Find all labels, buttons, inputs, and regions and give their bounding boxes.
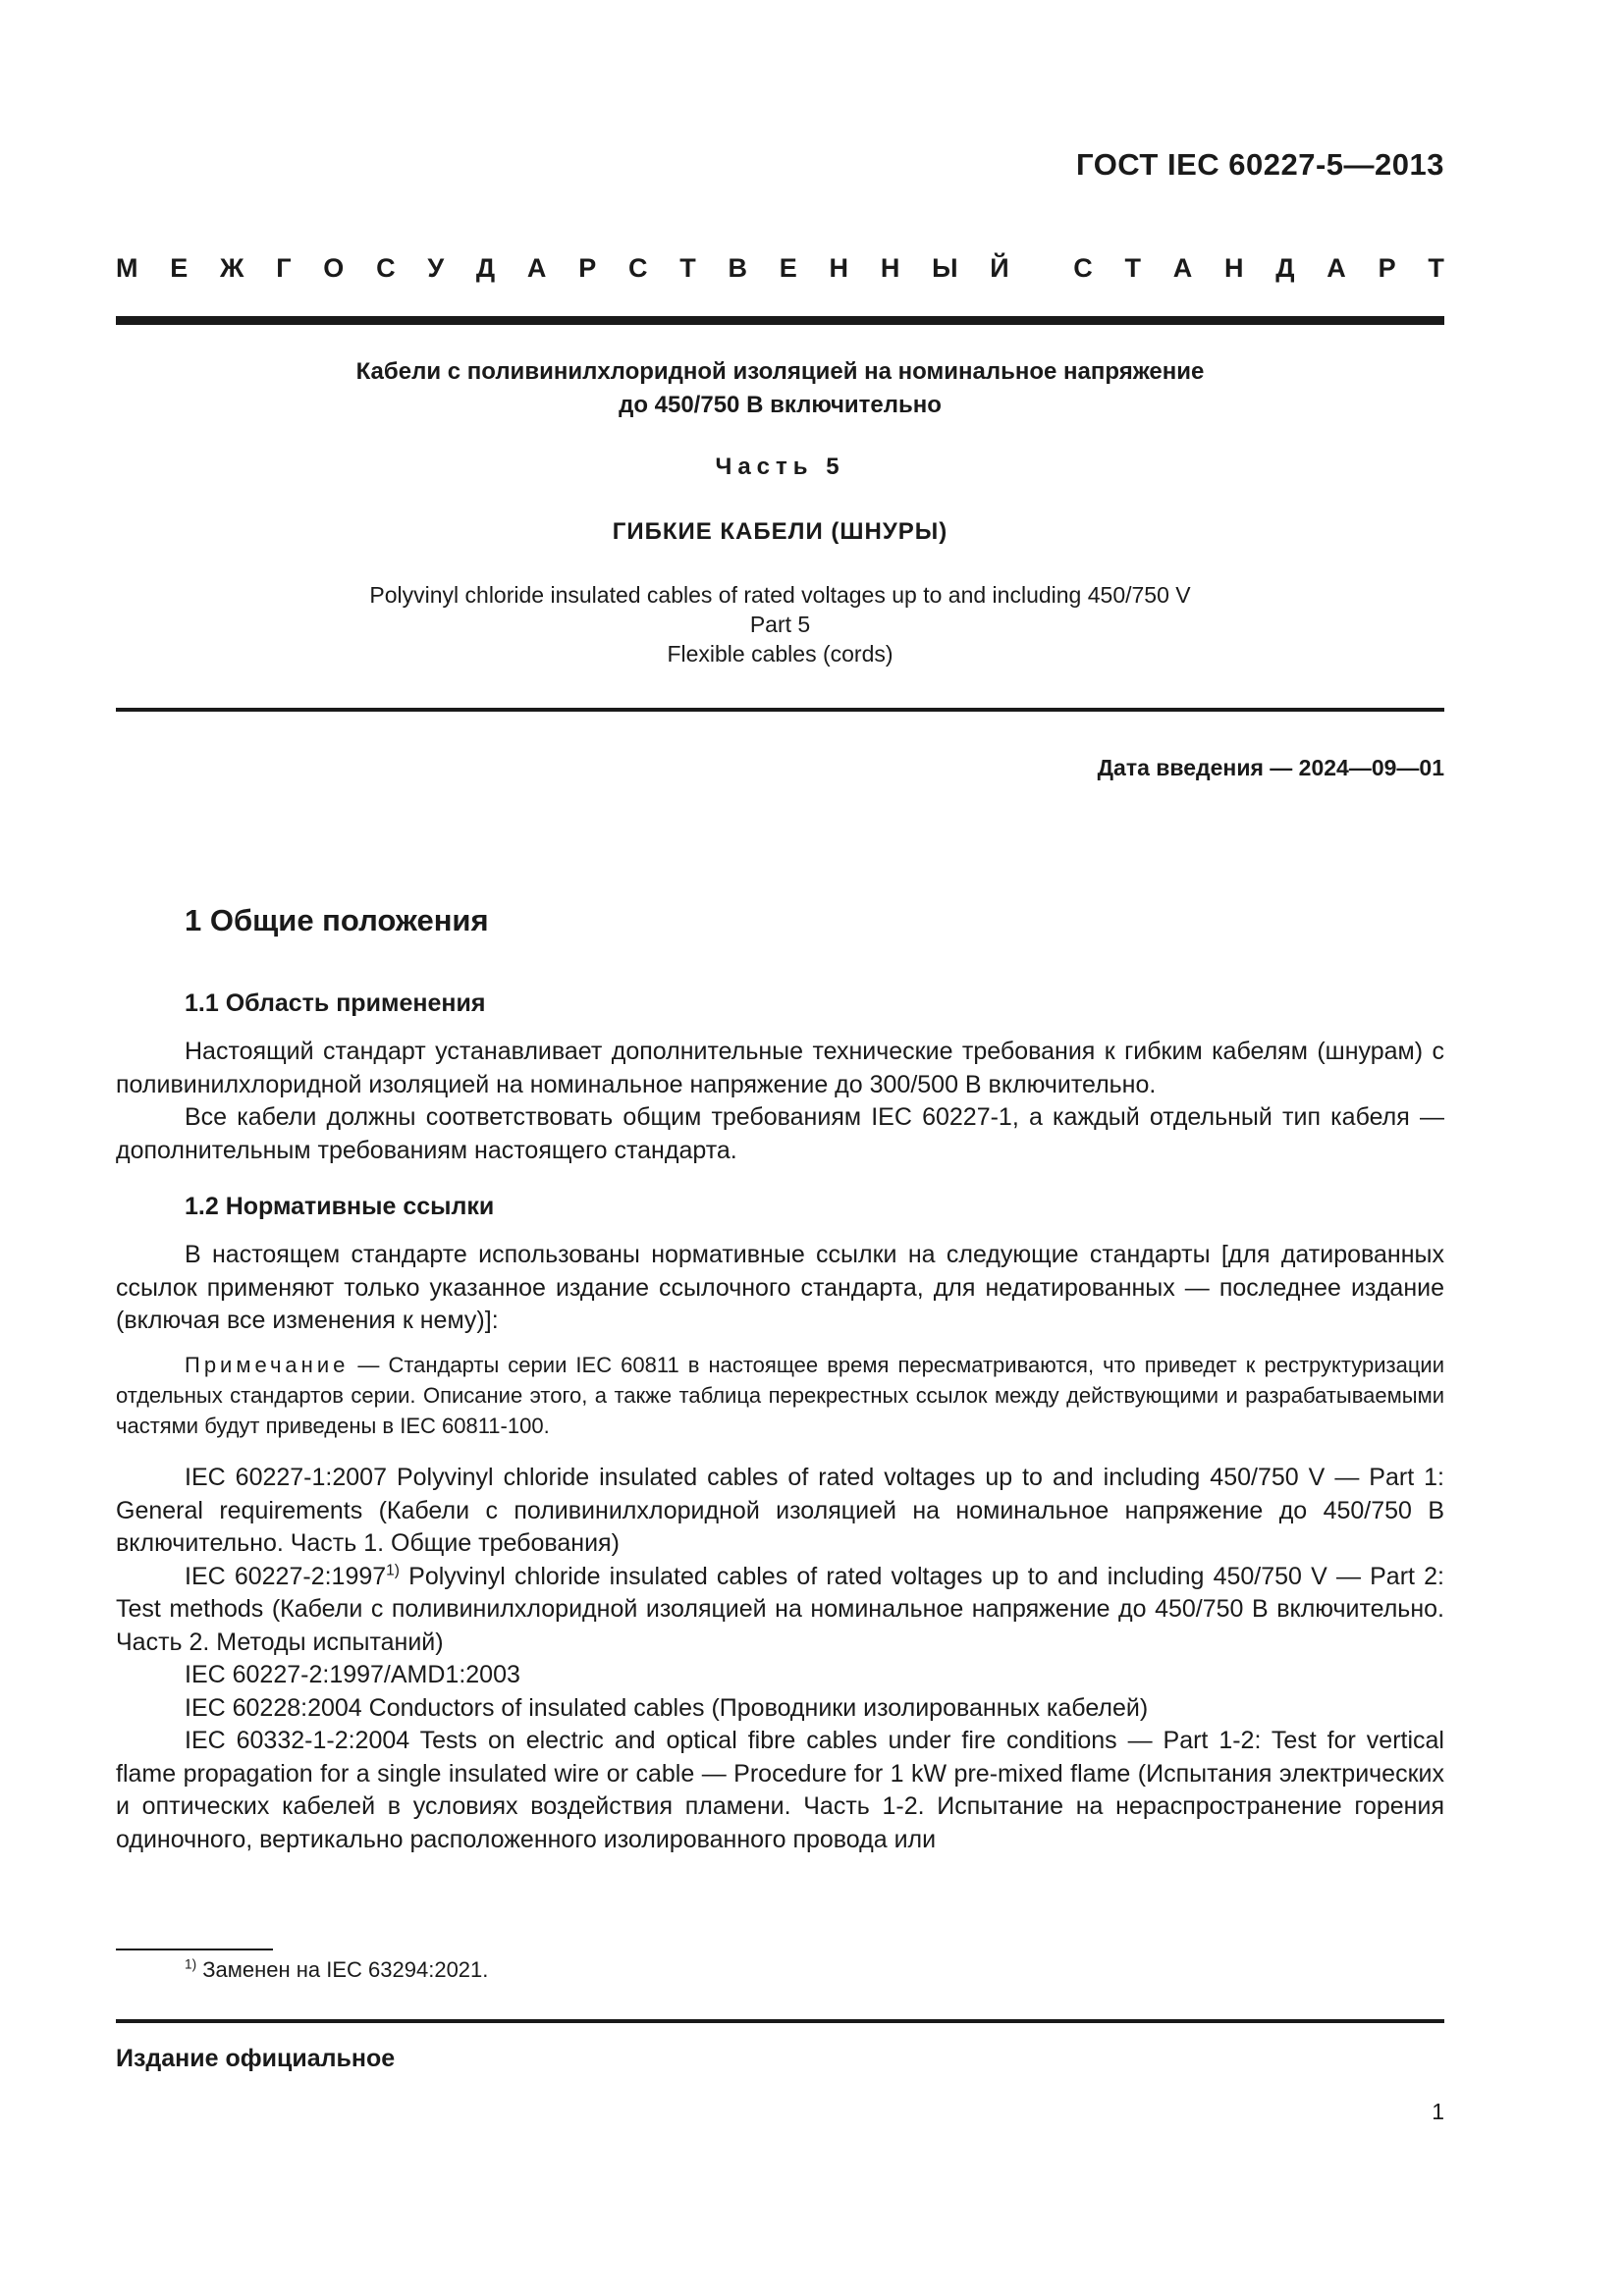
banner-letter: Н	[880, 253, 900, 283]
banner-letter: Н	[1224, 253, 1244, 283]
banner-letter: В	[728, 253, 747, 283]
document-number: ГОСТ IEC 60227-5—2013	[1076, 147, 1444, 182]
footnote	[185, 1957, 488, 1983]
official-edition-label: Издание официальное	[116, 2045, 396, 2072]
reference-item: IEC 60227-1:2007 Polyvinyl chloride insulated cables of rated voltages up to and including 450/750 V — Part 1: General requirements (Кабели с поливинилхлоридной изоляцией на номинальное напряжение до 450/750 В включительно. Часть 1. Общие требования)	[116, 1464, 1444, 1557]
banner-letter: О	[323, 253, 345, 283]
title-en-line1: Polyvinyl chloride insulated cables of rated voltages up to and including 450/750 V	[369, 582, 1191, 608]
title-rule	[116, 708, 1444, 712]
banner-letter: Е	[779, 253, 797, 283]
banner-letter: Н	[829, 253, 849, 283]
reference-item: IEC 60332-1-2:2004 Tests on electric and optical fibre cables under fire conditions — Part 1-2: Test for vertical flame propagation for a single insulated wire or cable — Procedure for 1 kW pre-mixed flame (Испытания электрических и оптических кабелей в условиях воздействия пламени. Часть 1-2. Испытание на нераспространение горения одиночного, вертикально расположенного изолированного провода или	[116, 1727, 1444, 1853]
interstate-standard-banner	[116, 253, 1444, 284]
banner-letter: Ж	[220, 253, 244, 283]
section-1-2-body	[116, 1239, 1444, 1338]
banner-letter: М	[116, 253, 138, 283]
paragraph: Настоящий стандарт устанавливает дополнительные технические требования к гибким кабелям (шнурам) с поливинилхлоридной изоляцией на номинальное напряжение до 300/500 В включительно.	[116, 1038, 1444, 1098]
banner-letter: Т	[679, 253, 696, 283]
banner-letter: Ы	[932, 253, 958, 283]
footer-rule	[116, 2019, 1444, 2023]
title-en-line3: Flexible cables (cords)	[667, 641, 893, 667]
section-1-2-heading: 1.2 Нормативные ссылки	[185, 1193, 495, 1220]
reference-text: Polyvinyl chloride insulated cables of rated voltages up to and including 450/750 V — Part 2: Test methods (Кабели с поливинилхлоридной изоляцией на номинальное напряжение до 450/750 В включительно. Часть 2. Методы испытаний)	[116, 1562, 1445, 1656]
introduction-date: Дата введения — 2024—09—01	[1097, 755, 1444, 780]
banner-letter: Р	[1378, 253, 1396, 283]
banner-letter: С	[627, 253, 648, 283]
paragraph: Все кабели должны соответствовать общим требованиям IEC 60227-1, а каждый отдельный тип кабеля — дополнительным требованиям настоящего стандарта.	[116, 1103, 1444, 1164]
paragraph: В настоящем стандарте использованы нормативные ссылки на следующие стандарты [для датированных ссылок применяют только указанное издание ссылочного стандарта, для недатированных — последнее издание (включая все изменения к нему)]:	[116, 1241, 1444, 1334]
banner-letter: А	[526, 253, 547, 283]
reference-code: IEC 60227-2:1997	[185, 1562, 387, 1590]
title-en-line2: Part 5	[749, 612, 811, 637]
banner-letter: У	[427, 253, 445, 283]
banner-letter: Й	[990, 253, 1009, 283]
footnote-mark: 1)	[386, 1562, 400, 1579]
banner-letter: Т	[1428, 253, 1444, 283]
footnote-text: Заменен на IEC 63294:2021.	[196, 1957, 489, 1982]
banner-letter: С	[1073, 253, 1093, 283]
note	[116, 1350, 1444, 1441]
banner-letter: А	[1172, 253, 1193, 283]
reference-item: IEC 60228:2004 Conductors of insulated cables (Проводники изолированных кабелей)	[185, 1693, 1149, 1722]
footnote-mark: 1)	[185, 1956, 197, 1972]
note-text: — Стандарты серии IEC 60811 в настоящее время пересматриваются, что приведет к реструктуризации отдельных стандартов серии. Описание этого, а также таблица перекрестных ссылок между действующими и разрабатываемыми частями будут приведены в IEC 60811-100.	[116, 1353, 1444, 1438]
note-label: Примечание	[185, 1353, 350, 1377]
footnote-rule	[116, 1949, 273, 1950]
banner-letter: Р	[578, 253, 597, 283]
banner-letter: Т	[1124, 253, 1141, 283]
part-label: Часть 5	[715, 454, 845, 480]
reference-item: IEC 60227-2:1997/AMD1:2003	[185, 1661, 520, 1688]
section-1-heading: 1 Общие положения	[185, 903, 489, 937]
banner-letter: Д	[1275, 253, 1295, 283]
subtitle-ru: ГИБКИЕ КАБЕЛИ (ШНУРЫ)	[612, 518, 948, 545]
title-ru	[116, 355, 1444, 422]
header-rule	[116, 316, 1444, 325]
banner-letter: Д	[475, 253, 496, 283]
page-number: 1	[1432, 2099, 1444, 2124]
title-ru-line1: Кабели с поливинилхлоридной изоляцией на номинальное напряжение	[355, 358, 1205, 385]
normative-references	[116, 1462, 1444, 1856]
banner-letter: С	[376, 253, 396, 283]
section-1-1-heading: 1.1 Область применения	[185, 989, 486, 1017]
reference-item	[116, 1561, 1444, 1660]
section-1-1-body	[116, 1036, 1444, 1167]
banner-letter: Г	[276, 253, 292, 283]
title-ru-line2: до 450/750 В включительно	[619, 392, 942, 418]
title-en	[116, 580, 1444, 668]
banner-letter: А	[1326, 253, 1346, 283]
banner-letter: Е	[170, 253, 189, 283]
